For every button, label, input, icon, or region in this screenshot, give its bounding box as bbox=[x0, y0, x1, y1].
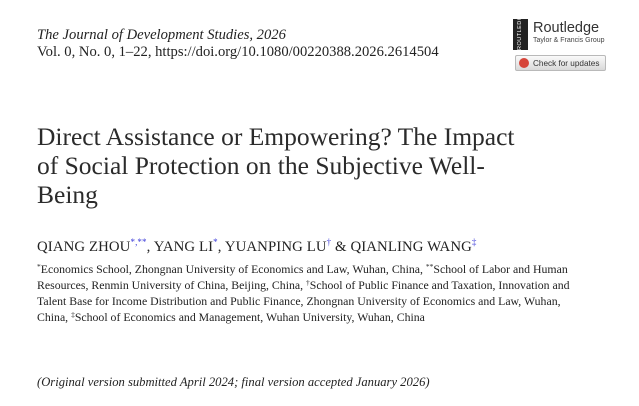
affiliation-text: Resources, Renmin University of China, Beijing, China, bbox=[37, 277, 307, 292]
volume-doi-line[interactable]: Vol. 0, No. 0, 1–22, https://doi.org/10.1080/00220388.2026.2614504 bbox=[37, 44, 439, 60]
author-name: YANG LI bbox=[153, 239, 214, 255]
author-footnote-mark[interactable]: † bbox=[326, 237, 332, 247]
routledge-mark-icon: ROUTLEDGE bbox=[513, 19, 528, 50]
affiliation-text: School of Economics and Management, Wuhan University, Wuhan, China bbox=[74, 309, 425, 324]
author-separator: & bbox=[331, 239, 351, 255]
affiliation-text: Economics School, Zhongnan University of Economics and Law, Wuhan, China, bbox=[40, 262, 426, 276]
affiliation-line bbox=[37, 278, 602, 294]
publisher-logo bbox=[513, 11, 623, 51]
title-line: of Social Protection on the Subjective Well- bbox=[37, 151, 485, 180]
affiliation-line bbox=[37, 310, 602, 326]
author-separator: , bbox=[146, 239, 154, 255]
affiliation-text: School of Labor and Human bbox=[433, 262, 568, 276]
publisher-subtitle: Taylor & Francis Group bbox=[533, 37, 605, 44]
check-for-updates-label: Check for updates bbox=[533, 58, 600, 68]
author-footnote-mark[interactable]: * bbox=[213, 237, 218, 247]
author-footnote-mark[interactable]: ‡ bbox=[471, 237, 477, 247]
affiliation-mark: † bbox=[306, 277, 310, 287]
publisher-name: Routledge bbox=[533, 20, 600, 36]
submission-history: (Original version submitted April 2024; final version accepted January 2026) bbox=[37, 375, 430, 389]
author-name: YUANPING LU bbox=[224, 239, 327, 255]
affiliation-mark: ** bbox=[425, 262, 434, 271]
journal-name: The Journal of Development Studies, 2026 bbox=[37, 27, 286, 43]
title-line: Direct Assistance or Empowering? The Impact bbox=[37, 122, 515, 151]
author-name: QIANLING WANG bbox=[350, 239, 472, 255]
article-title bbox=[37, 122, 597, 209]
affiliation-mark: * bbox=[37, 262, 41, 271]
affiliation-text: Talent Base for Income Distribution and Public Finance, Zhongnan University of Economics and Law, Wuhan, bbox=[37, 293, 561, 308]
affiliation-mark: ‡ bbox=[71, 309, 75, 319]
author-footnote-mark[interactable]: *,** bbox=[130, 237, 147, 247]
title-line: Being bbox=[37, 180, 98, 209]
affiliation-text: China, bbox=[37, 309, 72, 324]
affiliation-line bbox=[37, 294, 602, 310]
affiliations bbox=[37, 262, 602, 326]
check-for-updates-button[interactable] bbox=[515, 55, 606, 71]
affiliation-text: School of Public Finance and Taxation, Innovation and bbox=[309, 277, 570, 292]
affiliation-line bbox=[37, 262, 602, 278]
author-name: QIANG ZHOU bbox=[37, 239, 131, 255]
update-icon bbox=[519, 58, 529, 68]
author-separator: , bbox=[217, 239, 225, 255]
author-list bbox=[37, 239, 477, 256]
